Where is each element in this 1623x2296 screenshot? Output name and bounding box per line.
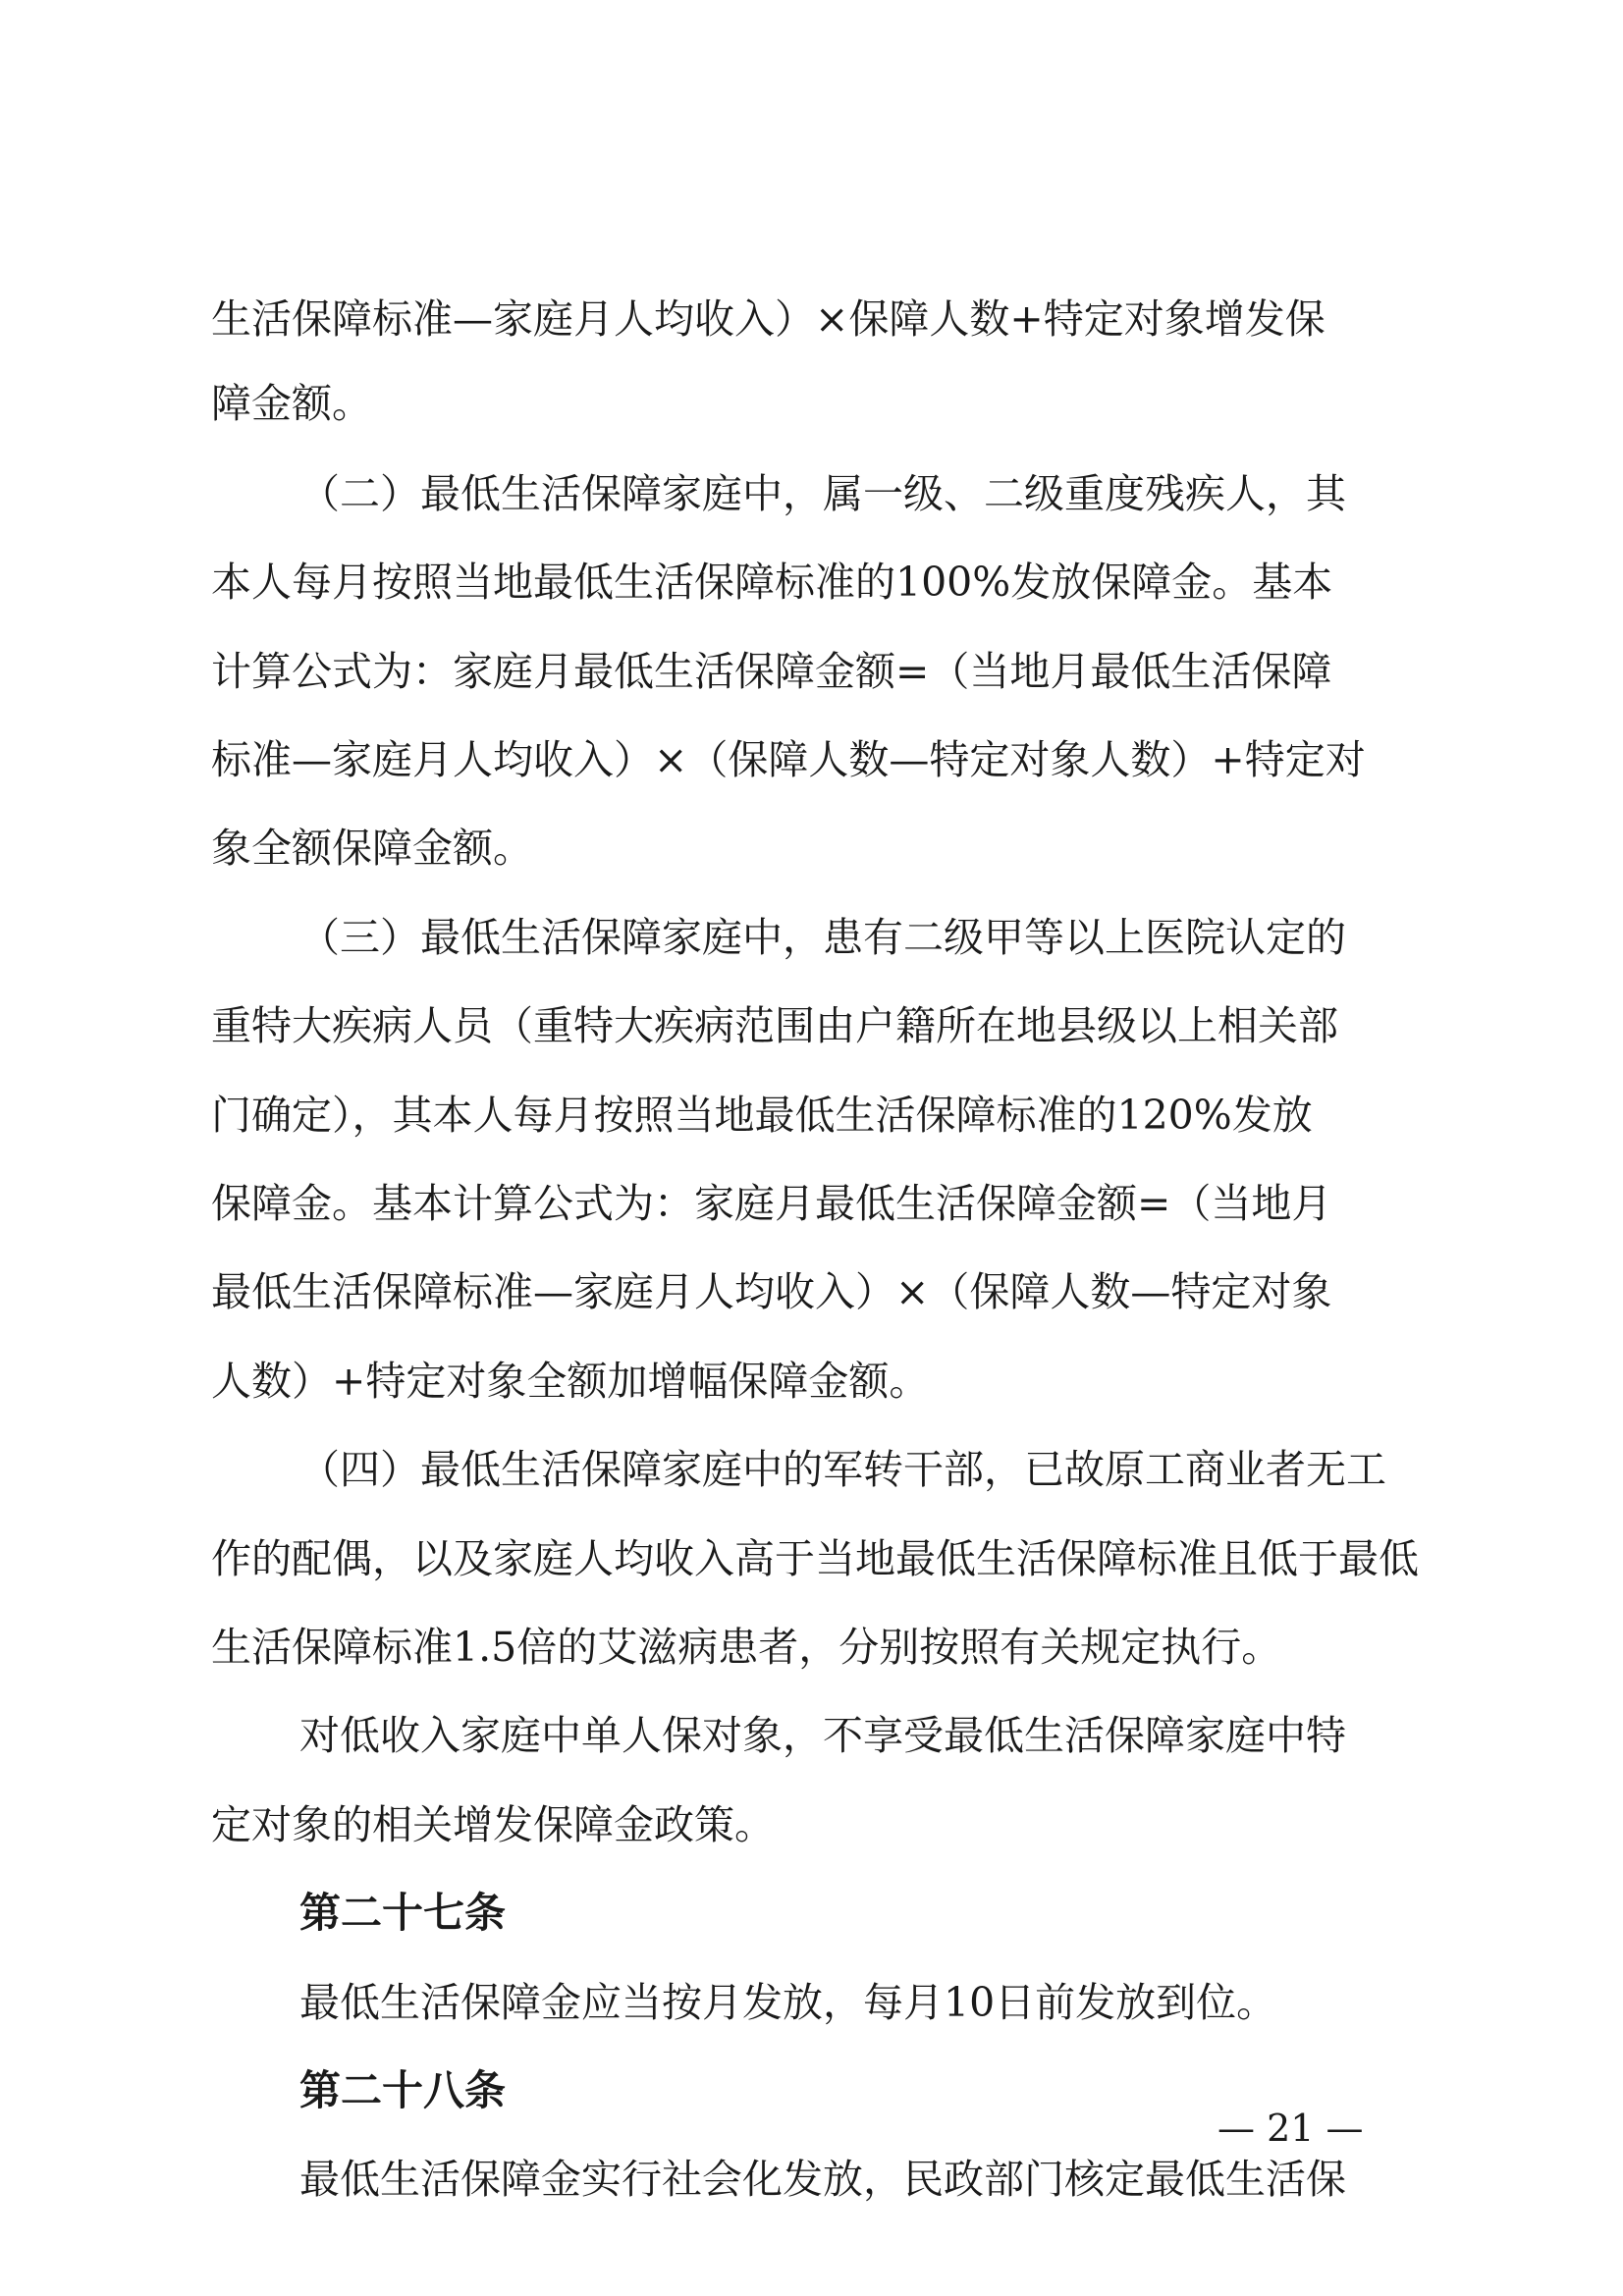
text-line: 最低生活保障金实行社会化发放，民政部门核定最低生活保 xyxy=(299,2156,1346,2203)
text-line: 最低生活保障金应当按月发放，每月10日前发放到位。 xyxy=(299,1979,1277,2026)
text-line: 门确定），其本人每月按照当地最低生活保障标准的120%发放 xyxy=(211,1092,1313,1139)
text-line: （三）最低生活保障家庭中，患有二级甲等以上医院认定的 xyxy=(299,914,1346,961)
text-line: 定对象的相关增发保障金政策。 xyxy=(211,1801,775,1848)
text-line: 本人每月按照当地最低生活保障标准的100%发放保障金。基本 xyxy=(211,559,1333,606)
text-line: 障金额。 xyxy=(211,380,372,427)
text-line: 标准—家庭月人均收入）×（保障人数—特定对象人数）+特定对 xyxy=(211,736,1366,783)
text-line: 作的配偶，以及家庭人均收入高于当地最低生活保障标准且低于最低 xyxy=(211,1535,1419,1582)
article-heading: 第二十八条 xyxy=(299,2066,507,2114)
article-heading: 第二十七条 xyxy=(299,1889,507,1937)
text-line: 最低生活保障标准—家庭月人均收入）×（保障人数—特定对象 xyxy=(211,1268,1332,1315)
text-line: 保障金。基本计算公式为：家庭月最低生活保障金额=（当地月 xyxy=(211,1180,1332,1227)
text-line: 计算公式为：家庭月最低生活保障金额=（当地月最低生活保障 xyxy=(211,648,1332,695)
text-line: （二）最低生活保障家庭中，属一级、二级重度残疾人，其 xyxy=(299,470,1346,517)
text-line: 重特大疾病人员（重特大疾病范围由户籍所在地县级以上相关部 xyxy=(211,1002,1338,1049)
text-line: 对低收入家庭中单人保对象，不享受最低生活保障家庭中特 xyxy=(299,1712,1346,1759)
page-number: — 21 — xyxy=(1217,2107,1364,2150)
text-line: 生活保障标准1.5倍的艾滋病患者，分别按照有关规定执行。 xyxy=(211,1624,1282,1671)
text-line: 人数）+特定对象全额加增幅保障金额。 xyxy=(211,1358,930,1405)
text-line: 象全额保障金额。 xyxy=(211,825,533,872)
text-line: （四）最低生活保障家庭中的军转干部，已故原工商业者无工 xyxy=(299,1446,1386,1493)
text-line: 生活保障标准—家庭月人均收入）×保障人数+特定对象增发保 xyxy=(211,295,1325,343)
